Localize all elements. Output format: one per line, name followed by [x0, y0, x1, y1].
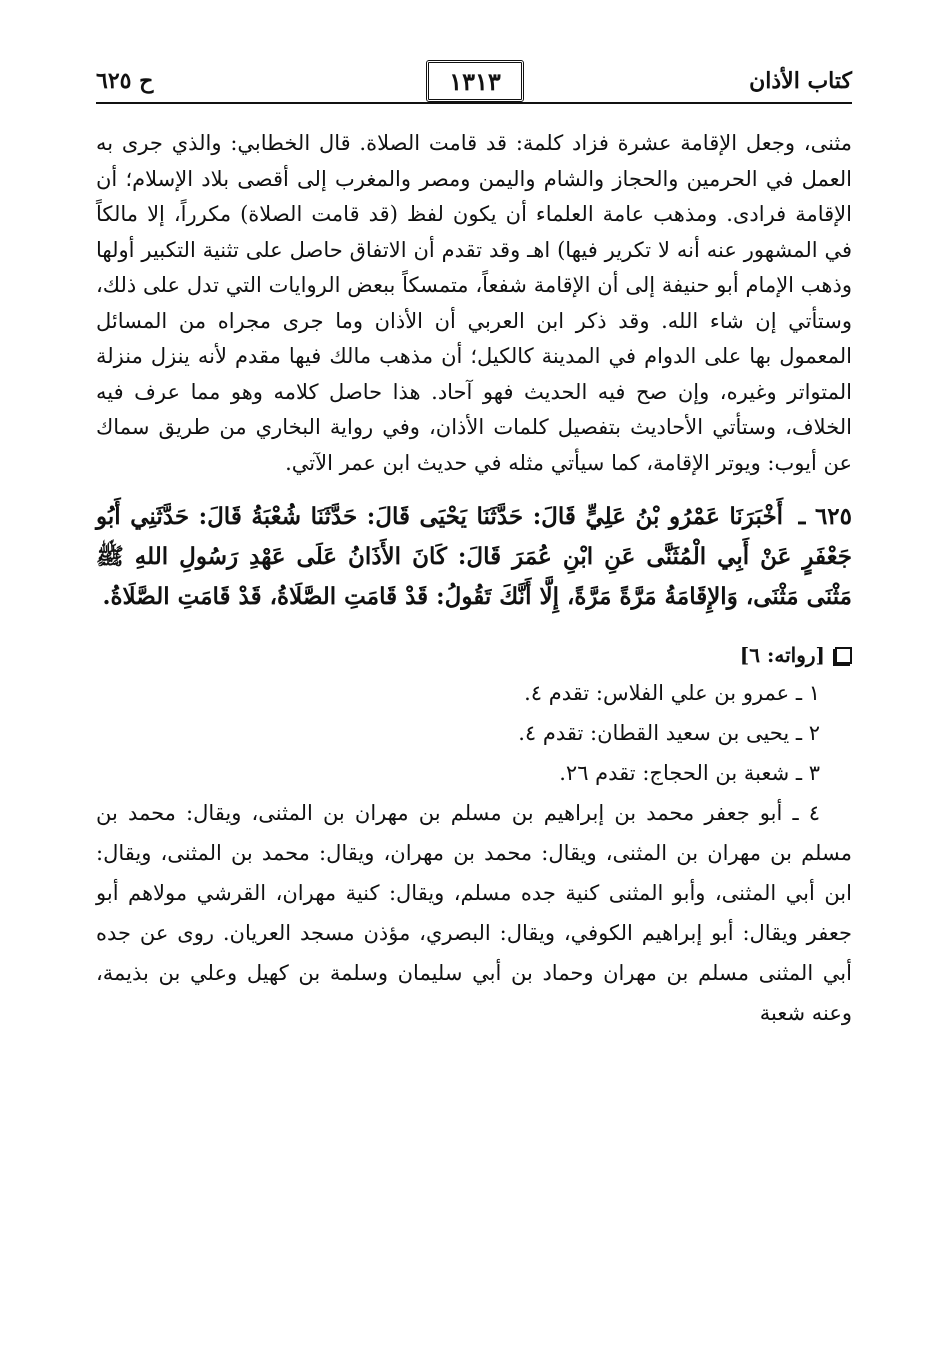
narrator-item: ١ ـ عمرو بن علي الفلاس: تقدم ٤.: [524, 681, 820, 705]
header-divider: [96, 102, 852, 104]
book-page: [96, 58, 852, 1328]
narrator-item: ٣ ـ شعبة بن الحجاج: تقدم ٢٦.: [559, 761, 820, 785]
page-body: [96, 126, 852, 1033]
hadith-number: ٦٢٥ ـ: [798, 503, 852, 530]
narrator-item: ٢ ـ يحيى بن سعيد القطان: تقدم ٤.: [518, 721, 820, 745]
hadith-reference: ح ٦٢٥: [96, 68, 154, 94]
narrators-heading: [96, 643, 852, 667]
hadith-text-block: [96, 497, 852, 617]
narrator-item-biography: ٤ ـ أبو جعفر محمد بن إبراهيم بن مسلم بن مهران بن المثنى، ويقال: محمد بن مسلم بن مهران بن المثنى، ويقال: محمد بن مهران، ويقال: محمد بن المثنى، ويقال: ابن أبي المثنى، وأبو المثنى كنية جده مسلم، ويقال: كنية مهران، القرشي مولاهم أبو جعفر ويقال: أبو إبراهيم الكوفي، ويقال: البصري، مؤذن مسجد العريان. روى عن جده أبي المثنى مسلم بن مهران وحماد بن أبي سليمان وسلمة بن كهيل وعلي بن بذيمة، وعنه شعبة: [96, 801, 852, 1025]
square-bullet-icon: [835, 647, 852, 664]
narrators-heading-label: [رواته: ٦]: [739, 643, 825, 667]
commentary-paragraph: مثنى، وجعل الإقامة عشرة فزاد كلمة: قد قامت الصلاة. قال الخطابي: والذي جرى به العمل في الحرمين والحجاز والشام واليمن ومصر والمغرب إلى أقصى بلاد الإسلام؛ أن الإقامة فرادى. ومذهب عامة العلماء أن يكون لفظ (قد قامت الصلاة) مكرراً، إلا مالكاً في المشهور عنه أنه لا تكرير فيها) اهـ وقد تقدم أن الاتفاق حاصل على تثنية التكبير أولها وذهب الإمام أبو حنيفة إلى أن الإقامة شفعاً، متمسكاً ببعض الروايات التي تدل على ذلك، وستأتي إن شاء الله. وقد ذكر ابن العربي أن الأذان وما جرى مجراه من المسائل المعمول بها على الدوام في المدينة كالكيل؛ أن مذهب مالك فيها مقدم لأنه ينزل منزلة المتواتر وغيره، وإن صح فيه الحديث فهو آحاد. هذا حاصل كلامه وهو مما عرف فيه الخلاف، وستأتي الأحاديث بتفصيل كلمات الأذان، وفي رواية البخاري من طريق سماك عن أيوب: ويوتر الإقامة، كما سيأتي مثله في حديث ابن عمر الآتي.: [96, 131, 852, 475]
chapter-title: كتاب الأذان: [749, 68, 852, 94]
hadith-text: أَخْبَرَنَا عَمْرُو بْنُ عَلِيٍّ قَالَ: حَدَّثَنَا يَحْيَى قَالَ: حَدَّثَنَا شُعْبَةُ قَالَ: حَدَّثَنِي أَبُو جَعْفَرٍ عَنْ أَبِي الْمُثَنَّى عَنِ ابْنِ عُمَرَ قَالَ: كَانَ الأَذَانُ عَلَى عَهْدِ رَسُولِ اللهِ ﷺ مَثْنَى مَثْنَى، وَالإِقَامَةُ مَرَّةً مَرَّةً، إِلَّا أَنَّكَ تَقُولُ: قَدْ قَامَتِ الصَّلَاةُ، قَدْ قَامَتِ الصَّلَاةُ.: [96, 503, 852, 610]
page-header: [96, 58, 852, 108]
page-number: ١٣١٣: [426, 60, 524, 102]
